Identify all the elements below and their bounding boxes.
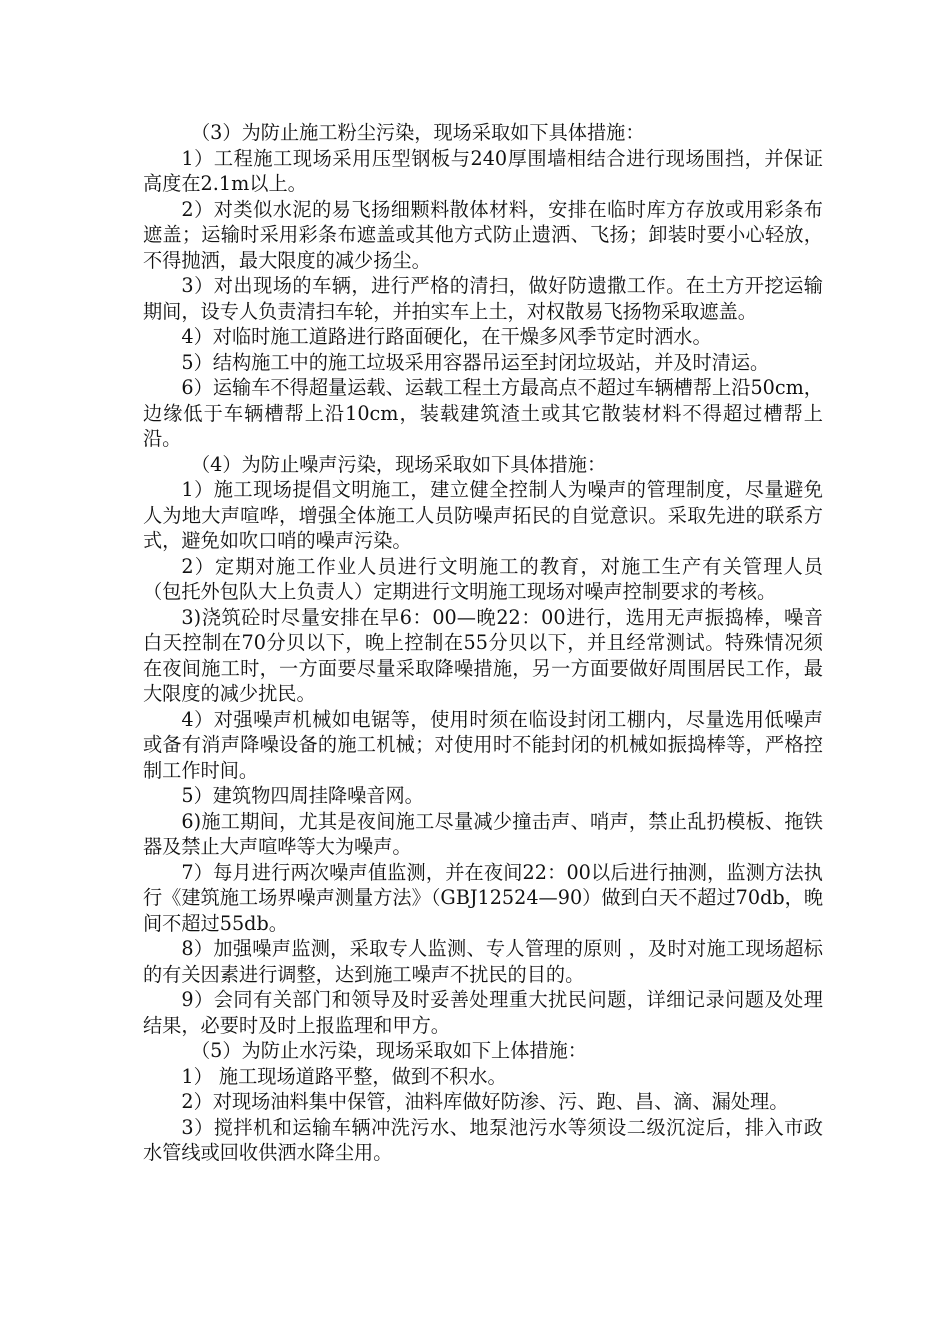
paragraph: 8）加强噪声监测，采取专人监测、专人管理的原则 ，及时对施工现场超标的有关因素进行调整，达到施工噪声不扰民的目的。 (143, 937, 823, 986)
paragraph: 1）工程施工现场采用压型钢板与240厚围墙相结合进行现场围挡，并保证高度在2.1m以上。 (143, 146, 823, 195)
paragraph: 5）建筑物四周挂降噪音网。 (181, 784, 424, 807)
section-heading-noise: （4）为防止噪声污染，现场采取如下具体措施： (191, 452, 607, 476)
paragraph: 1）施工现场提倡文明施工，建立健全控制人为噪声的管理制度，尽量避免人为地大声喧哗，增强全体施工人员防噪声拓民的自觉意识。采取先进的联系方式，避免如吹口哨的噪声污染。 (143, 478, 823, 552)
document-body (143, 120, 823, 1166)
paragraph: 6）运输车不得超量运载、运载工程土方最高点不超过车辆槽帮上沿50cm，边缘低于车辆槽帮上沿10cm，装载建筑渣土或其它散装材料不得超过槽帮上沿。 (143, 376, 823, 450)
paragraph: 2）对现场油料集中保管，油料库做好防渗、污、跑、昌、滴、漏处理。 (181, 1090, 789, 1113)
paragraph: 4）对强噪声机械如电锯等，使用时须在临设封闭工棚内，尽量选用低噪声或备有消声降噪设备的施工机械；对使用时不能封闭的机械如振捣棒等，严格控制工作时间。 (143, 707, 823, 782)
paragraph: 4）对临时施工道路进行路面硬化，在干燥多风季节定时洒水。 (181, 325, 712, 348)
paragraph: 2）定期对施工作业人员进行文明施工的教育，对施工生产有关管理人员（包托外包队大上负责人）定期进行文明施工现场对噪声控制要求的考核。 (143, 554, 823, 603)
section-heading-dust: （3）为防止施工粉尘污染，现场采取如下具体措施： (191, 121, 645, 144)
paragraph: 7）每月进行两次噪声值监测，并在夜间22：00以后进行抽测，监测方法执行《建筑施工场界噪声测量方法》（GBJ12524—90）做到白天不超过70db，晚间不超过55db。 (143, 860, 824, 935)
section-heading-water: （5）为防止水污染，现场采取如下上体措施： (191, 1039, 587, 1062)
paragraph: 3）对出现场的车辆，进行严格的清扫，做好防遗撒工作。在土方开挖运输期间，设专人负责清扫车轮，并拍实车上土，对权散易飞扬物采取遮盖。 (143, 274, 823, 323)
paragraph: 6)施工期间，尤其是夜间施工尽量减少撞击声、哨声，禁止乱扔模板、拖铁器及禁止大声喧哗等大为噪声。 (143, 809, 823, 858)
paragraph: 3)浇筑砼时尽量安排在早6：00—晚22：00进行，选用无声振捣棒，噪音白天控制在70分贝以下，晚上控制在55分贝以下，并且经常测试。特殊情况须在夜间施工时，一方面要尽量采取降噪措施，另一方面要做好周围居民工作，最大限度的减少扰民。 (143, 605, 823, 705)
paragraph: 3）搅拌机和运输车辆冲洗污水、地泵池污水等须设二级沉淀后，排入市政水管线或回收供洒水降尘用。 (143, 1115, 823, 1164)
paragraph: 5）结构施工中的施工垃圾采用容器吊运至封闭垃圾站，并及时清运。 (181, 350, 770, 374)
paragraph: 9）会同有关部门和领导及时妥善处理重大扰民问题，详细记录问题及处理结果，必要时及时上报监理和甲方。 (143, 988, 823, 1037)
paragraph: 1） 施工现场道路平整，做到不积水。 (181, 1064, 507, 1088)
paragraph: 2）对类似水泥的易飞扬细颗料散体材料，安排在临时库方存放或用彩条布遮盖；运输时采用彩条布遮盖或其他方式防止遗洒、飞扬；卸装时要小心轻放，不得抛洒，最大限度的减少扬尘。 (143, 197, 823, 272)
